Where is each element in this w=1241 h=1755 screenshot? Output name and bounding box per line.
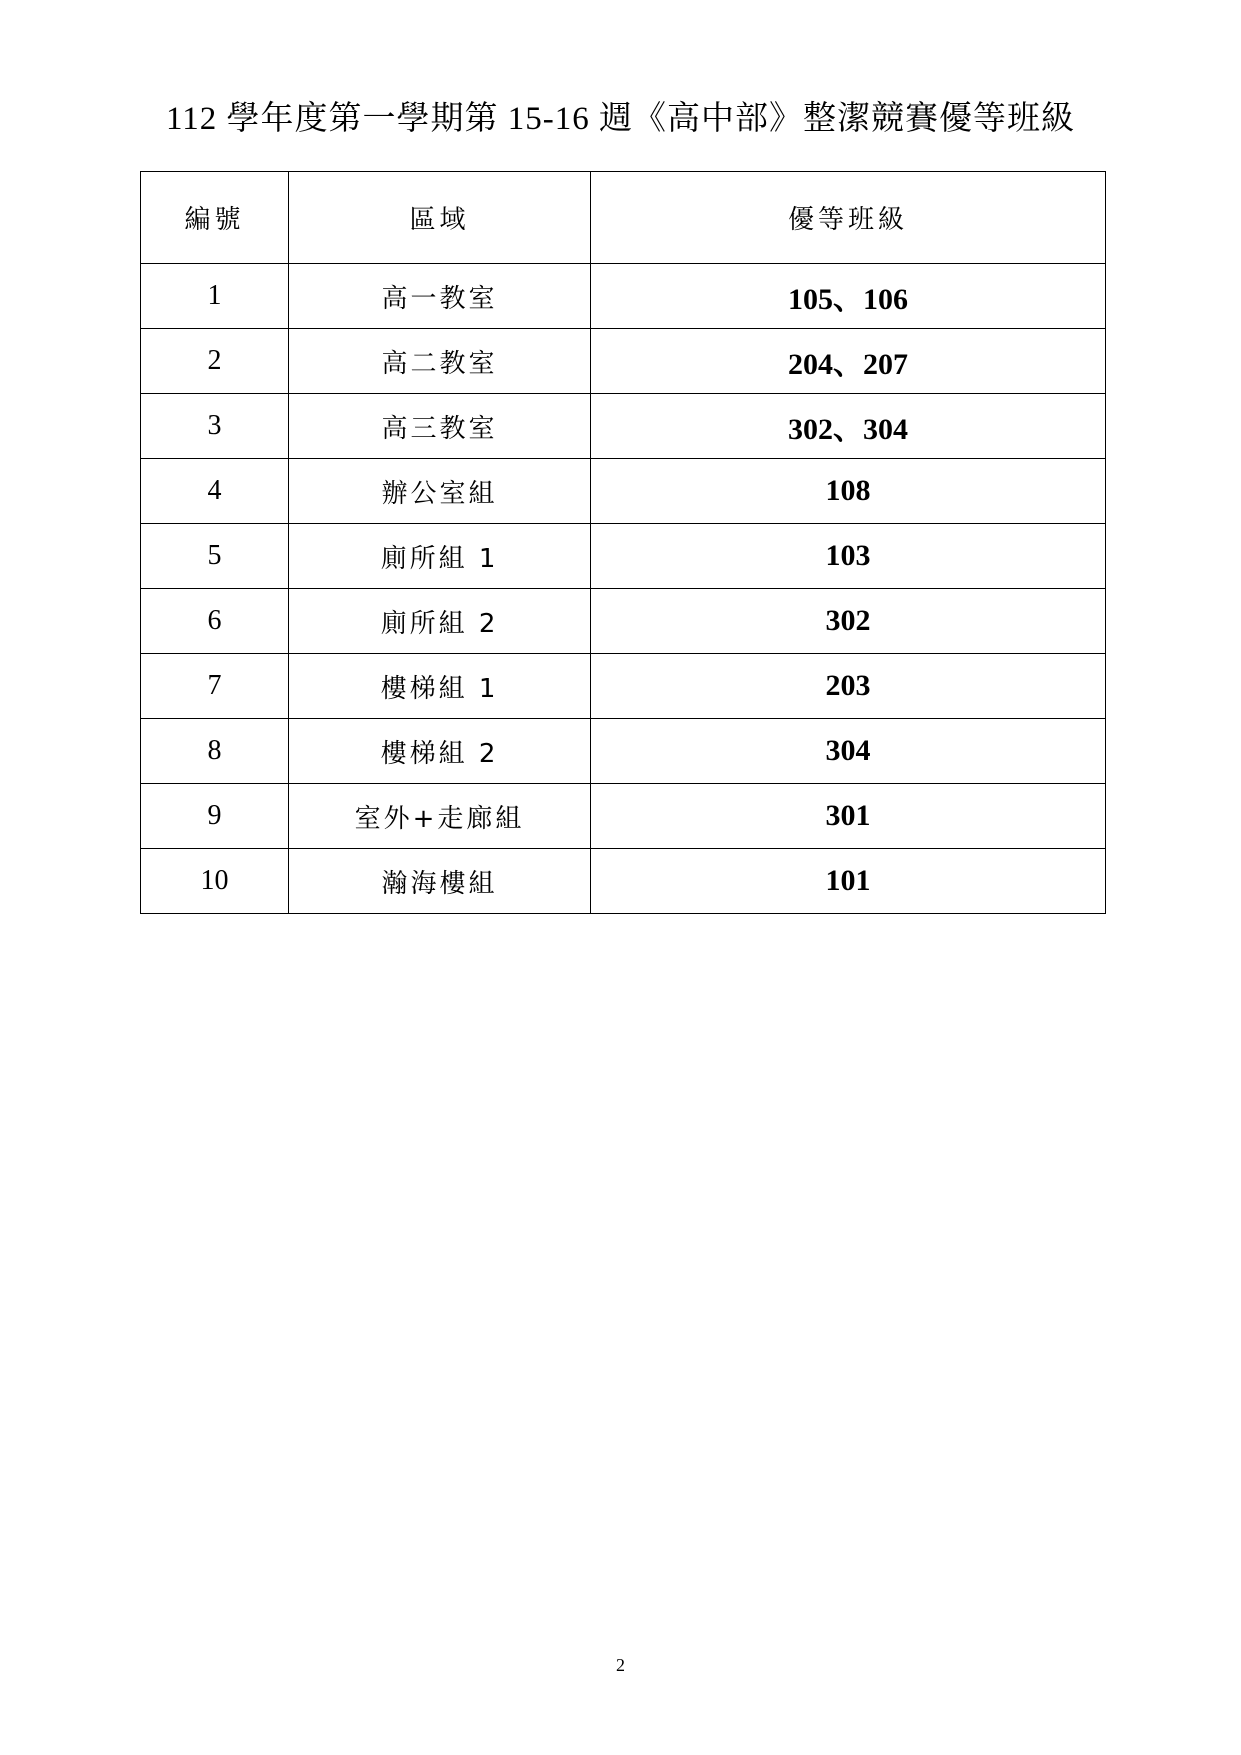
table-row bbox=[141, 329, 1106, 394]
row-classes: 103 bbox=[591, 524, 1106, 589]
row-area: 廁所組 1 bbox=[289, 524, 591, 589]
row-classes: 302 bbox=[591, 589, 1106, 654]
row-classes: 204、207 bbox=[591, 329, 1106, 394]
row-classes: 203 bbox=[591, 654, 1106, 719]
header-number: 編號 bbox=[141, 172, 289, 264]
row-number: 3 bbox=[141, 394, 289, 459]
row-number: 8 bbox=[141, 719, 289, 784]
header-area: 區域 bbox=[289, 172, 591, 264]
row-area: 樓梯組 1 bbox=[289, 654, 591, 719]
row-classes: 105、106 bbox=[591, 264, 1106, 329]
awards-table bbox=[140, 171, 1106, 914]
row-area: 廁所組 2 bbox=[289, 589, 591, 654]
row-number: 9 bbox=[141, 784, 289, 849]
row-classes: 301 bbox=[591, 784, 1106, 849]
row-area: 高一教室 bbox=[289, 264, 591, 329]
row-classes: 108 bbox=[591, 459, 1106, 524]
page-number: 2 bbox=[616, 1655, 625, 1675]
table-row bbox=[141, 654, 1106, 719]
row-area: 室外+走廊組 bbox=[289, 784, 591, 849]
table-row bbox=[141, 264, 1106, 329]
table-row bbox=[141, 524, 1106, 589]
table-header-row bbox=[141, 172, 1106, 264]
row-number: 7 bbox=[141, 654, 289, 719]
header-classes: 優等班級 bbox=[591, 172, 1106, 264]
row-number: 5 bbox=[141, 524, 289, 589]
row-area: 瀚海樓組 bbox=[289, 849, 591, 914]
row-number: 1 bbox=[141, 264, 289, 329]
row-classes: 304 bbox=[591, 719, 1106, 784]
row-area: 高二教室 bbox=[289, 329, 591, 394]
row-number: 6 bbox=[141, 589, 289, 654]
row-number: 10 bbox=[141, 849, 289, 914]
row-number: 2 bbox=[141, 329, 289, 394]
row-number: 4 bbox=[141, 459, 289, 524]
table-row bbox=[141, 784, 1106, 849]
row-classes: 302、304 bbox=[591, 394, 1106, 459]
table-row bbox=[141, 589, 1106, 654]
table-row bbox=[141, 719, 1106, 784]
table-row bbox=[141, 394, 1106, 459]
row-area: 高三教室 bbox=[289, 394, 591, 459]
page-title: 112 學年度第一學期第 15-16 週《高中部》整潔競賽優等班級 bbox=[165, 101, 1075, 137]
table-row bbox=[141, 849, 1106, 914]
row-classes: 101 bbox=[591, 849, 1106, 914]
row-area: 辦公室組 bbox=[289, 459, 591, 524]
row-area: 樓梯組 2 bbox=[289, 719, 591, 784]
table-row bbox=[141, 459, 1106, 524]
